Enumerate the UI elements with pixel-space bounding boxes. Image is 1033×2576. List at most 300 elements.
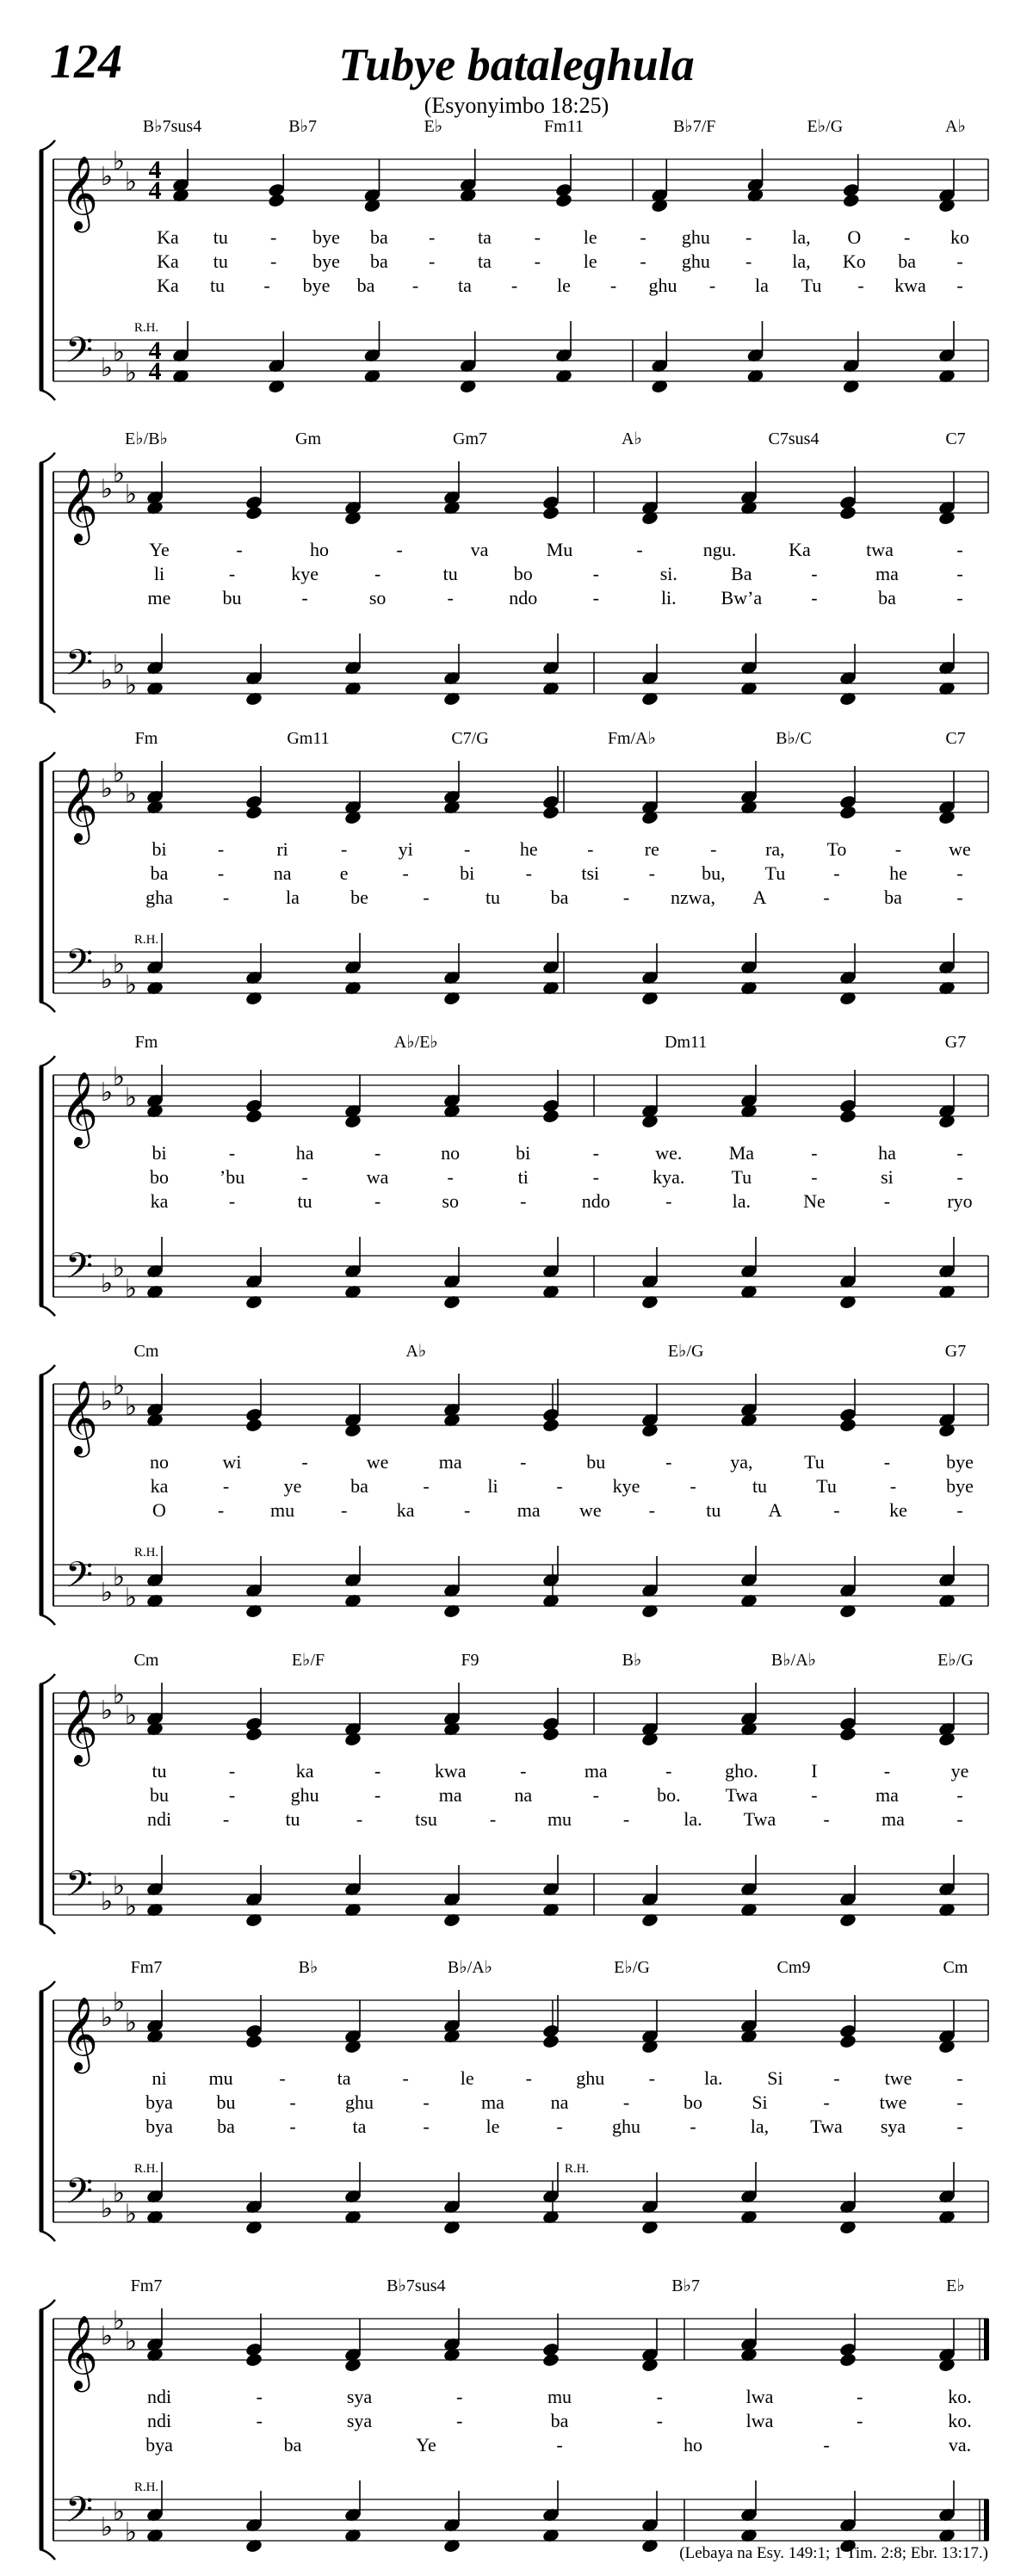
treble-clef: 𝄞 bbox=[60, 1690, 98, 1764]
system-4 bbox=[40, 1056, 988, 1316]
bracket-hook-top bbox=[40, 1056, 55, 1066]
lyric-hyphen: - bbox=[745, 226, 752, 248]
lyric-syllable: le bbox=[460, 2067, 474, 2089]
lyric-syllable: la. bbox=[704, 2067, 723, 2089]
treble-clef: 𝄞 bbox=[60, 1997, 98, 2071]
lyric-syllable: O bbox=[152, 1499, 166, 1521]
lyric-syllable: ba bbox=[283, 2434, 302, 2456]
lyric-syllable: bye bbox=[946, 1451, 974, 1473]
lyric-syllable: he bbox=[519, 838, 538, 860]
lyric-hyphen: - bbox=[894, 838, 902, 860]
key-signature-flat: ♭ bbox=[112, 2497, 126, 2527]
chord-symbol: E♭/B♭ bbox=[125, 429, 168, 448]
treble-clef: 𝄞 bbox=[60, 468, 98, 542]
lyric-syllable: we bbox=[366, 1451, 389, 1473]
lyric-syllable: bu, bbox=[702, 862, 726, 884]
rh-marker: R.H. bbox=[564, 2162, 590, 2176]
lyric-syllable: ba bbox=[898, 250, 917, 272]
key-signature-flat: ♭ bbox=[112, 1987, 126, 2017]
lyric-syllable: ba bbox=[217, 2116, 235, 2137]
lyric-syllable: ndi bbox=[146, 2386, 172, 2407]
lyric-syllable: bi bbox=[152, 1142, 167, 1164]
lyric-syllable: ra, bbox=[765, 838, 785, 860]
key-signature-flat: ♭ bbox=[100, 474, 114, 504]
bracket-hook-top bbox=[40, 1674, 55, 1684]
lyric-syllable: si. bbox=[659, 563, 677, 584]
lyric-syllable: bya bbox=[145, 2434, 173, 2456]
lyric-syllable: yi bbox=[398, 838, 413, 860]
chord-symbol: B♭7sus4 bbox=[142, 117, 202, 136]
key-signature-flat: ♭ bbox=[112, 459, 126, 489]
lyric-syllable: ba bbox=[369, 226, 388, 248]
lyric-syllable: si bbox=[881, 1166, 894, 1188]
key-signature-flat: ♭ bbox=[100, 965, 114, 995]
lyric-syllable: ka bbox=[150, 1475, 169, 1497]
lyric-syllable: I bbox=[811, 1760, 818, 1782]
lyric-syllable: Ma bbox=[728, 1142, 755, 1164]
treble-note-head bbox=[838, 1418, 857, 1433]
lyric-syllable: Bw’a bbox=[721, 587, 763, 608]
lyric-syllable: ba bbox=[356, 275, 375, 296]
lyric-syllable: e bbox=[339, 862, 349, 884]
lyric-hyphen: - bbox=[636, 539, 643, 560]
lyric-syllable: li bbox=[153, 563, 165, 584]
key-signature-flat: ♭ bbox=[100, 2512, 114, 2542]
lyric-hyphen: - bbox=[656, 2386, 663, 2407]
lyric-hyphen: - bbox=[263, 275, 270, 296]
lyric-syllable: kye bbox=[612, 1475, 640, 1497]
lyric-syllable: ko bbox=[950, 226, 969, 248]
bracket-hook-top bbox=[40, 453, 55, 463]
lyric-syllable: bye bbox=[312, 226, 340, 248]
key-signature-flat: ♭ bbox=[100, 665, 114, 695]
lyric-syllable: wa bbox=[366, 1166, 389, 1188]
lyric-syllable: na bbox=[550, 2091, 569, 2113]
lyric-hyphen: - bbox=[256, 2386, 263, 2407]
lyric-syllable: le bbox=[583, 250, 597, 272]
lyric-syllable: we bbox=[578, 1499, 602, 1521]
lyric-hyphen: - bbox=[222, 1475, 230, 1497]
lyric-hyphen: - bbox=[464, 1499, 471, 1521]
lyric-syllable: mu bbox=[547, 2386, 572, 2407]
key-signature-flat: ♭ bbox=[124, 1892, 138, 1922]
lyric-syllable: ba bbox=[350, 1475, 368, 1497]
lyric-hyphen: - bbox=[411, 275, 419, 296]
lyric-hyphen: - bbox=[279, 2067, 286, 2089]
bracket-hook-top bbox=[40, 752, 55, 763]
lyric-syllable: ko. bbox=[948, 2410, 972, 2431]
lyric-syllable: O bbox=[847, 226, 862, 248]
chord-symbol: B♭/A♭ bbox=[447, 1958, 493, 1977]
key-signature-flat: ♭ bbox=[112, 949, 126, 979]
lyric-hyphen: - bbox=[956, 539, 963, 560]
lyric-hyphen: - bbox=[423, 2091, 430, 2113]
key-signature-flat: ♭ bbox=[112, 2306, 126, 2336]
bracket-hook-top bbox=[40, 140, 55, 151]
lyric-syllable: Ka bbox=[157, 226, 179, 248]
lyric-syllable: ndo bbox=[509, 587, 538, 608]
lyric-syllable: tu bbox=[442, 563, 458, 584]
lyric-syllable: ma bbox=[516, 1499, 541, 1521]
bracket-hook-top bbox=[40, 1365, 55, 1375]
treble-note-head bbox=[244, 1109, 263, 1124]
lyric-syllable: ba bbox=[550, 886, 569, 908]
lyric-syllable: ma bbox=[438, 1784, 462, 1806]
key-signature-flat: ♭ bbox=[124, 1083, 138, 1113]
treble-note-head bbox=[541, 2034, 560, 2049]
lyric-hyphen: - bbox=[456, 2386, 463, 2407]
lyric-hyphen: - bbox=[956, 2116, 963, 2137]
treble-note-head bbox=[838, 1109, 857, 1124]
system-3 bbox=[40, 752, 988, 1012]
lyric-hyphen: - bbox=[956, 1784, 963, 1806]
lyric-syllable: wi bbox=[222, 1451, 242, 1473]
key-signature-flat: ♭ bbox=[112, 758, 126, 788]
time-signature-bottom: 4 bbox=[148, 176, 162, 205]
lyric-hyphen: - bbox=[665, 1451, 672, 1473]
key-signature-flat: ♭ bbox=[112, 1680, 126, 1710]
lyric-syllable: gha bbox=[145, 886, 173, 908]
rh-marker: R.H. bbox=[133, 1546, 159, 1560]
lyric-hyphen: - bbox=[811, 563, 818, 584]
lyric-hyphen: - bbox=[289, 2091, 296, 2113]
lyric-syllable: Ba bbox=[731, 563, 752, 584]
lyric-hyphen: - bbox=[609, 275, 617, 296]
treble-note-head bbox=[244, 805, 263, 820]
key-signature-flat: ♭ bbox=[112, 1371, 126, 1401]
lyric-hyphen: - bbox=[833, 2067, 840, 2089]
treble-note-head bbox=[838, 505, 857, 521]
lyric-hyphen: - bbox=[423, 2116, 430, 2137]
lyric-hyphen: - bbox=[374, 1784, 381, 1806]
chord-symbol: Fm11 bbox=[544, 117, 584, 136]
lyric-hyphen: - bbox=[710, 838, 717, 860]
key-signature-flat: ♭ bbox=[124, 1392, 138, 1422]
lyric-syllable: tsi bbox=[581, 862, 600, 884]
lyric-syllable: le bbox=[557, 275, 571, 296]
key-signature-flat: ♭ bbox=[112, 146, 126, 176]
bass-clef: 𝄢 bbox=[65, 1863, 94, 1913]
lyric-syllable: ryo bbox=[947, 1190, 973, 1212]
chord-symbol: E♭ bbox=[946, 2276, 965, 2295]
lyric-hyphen: - bbox=[464, 838, 471, 860]
rh-marker: R.H. bbox=[133, 2480, 159, 2494]
lyric-hyphen: - bbox=[592, 1142, 599, 1164]
lyric-hyphen: - bbox=[447, 587, 454, 608]
treble-note-head bbox=[842, 193, 860, 208]
lyric-syllable: ba bbox=[878, 587, 896, 608]
system-7 bbox=[40, 1981, 988, 2241]
lyric-syllable: bu bbox=[222, 587, 242, 608]
lyric-hyphen: - bbox=[489, 1808, 497, 1830]
scripture-reference: (Lebaya na Esy. 149:1; 1 Tim. 2:8; Ebr. 13:17.) bbox=[679, 2544, 988, 2562]
lyric-syllable: la, bbox=[750, 2116, 770, 2137]
treble-note-head bbox=[244, 505, 263, 521]
chord-symbol: Fm7 bbox=[130, 2276, 163, 2295]
lyric-syllable: le bbox=[583, 226, 597, 248]
lyric-syllable: la, bbox=[792, 226, 811, 248]
lyric-hyphen: - bbox=[270, 226, 277, 248]
treble-note-head bbox=[541, 1418, 560, 1433]
lyric-syllable: la bbox=[755, 275, 769, 296]
lyric-syllable: mu bbox=[270, 1499, 295, 1521]
lyric-syllable: bya bbox=[145, 2091, 173, 2113]
lyric-syllable: la. bbox=[732, 1190, 752, 1212]
chord-symbol: E♭/F bbox=[291, 1651, 325, 1670]
lyric-hyphen: - bbox=[525, 2067, 532, 2089]
lyric-syllable: bye bbox=[302, 275, 331, 296]
key-signature-flat: ♭ bbox=[100, 2003, 114, 2033]
lyric-syllable: tu bbox=[285, 1808, 300, 1830]
treble-note-head bbox=[838, 1727, 857, 1742]
song-title: Tubye bataleghula bbox=[338, 39, 695, 90]
lyric-syllable: ba bbox=[150, 862, 169, 884]
lyric-syllable: ngu. bbox=[702, 539, 737, 560]
lyric-hyphen: - bbox=[656, 2410, 663, 2431]
chord-symbol: E♭/G bbox=[937, 1651, 974, 1670]
chord-symbol: A♭ bbox=[945, 117, 966, 136]
lyric-syllable: Tu bbox=[804, 1451, 825, 1473]
lyric-hyphen: - bbox=[429, 250, 436, 272]
lyric-syllable: bo bbox=[684, 2091, 702, 2113]
chord-symbol: A♭ bbox=[622, 429, 642, 448]
lyric-hyphen: - bbox=[823, 1808, 830, 1830]
lyric-hyphen: - bbox=[622, 2091, 630, 2113]
lyric-hyphen: - bbox=[270, 250, 277, 272]
lyric-hyphen: - bbox=[534, 226, 541, 248]
lyric-hyphen: - bbox=[374, 1760, 381, 1782]
lyric-hyphen: - bbox=[745, 250, 752, 272]
lyric-syllable: ha bbox=[295, 1142, 314, 1164]
lyric-syllable: tu bbox=[209, 275, 226, 296]
chord-symbol: B♭7 bbox=[671, 2276, 701, 2295]
key-signature-flat: ♭ bbox=[100, 1887, 114, 1917]
lyric-syllable: va bbox=[470, 539, 489, 560]
lyric-hyphen: - bbox=[883, 1760, 891, 1782]
chord-symbol: B♭ bbox=[622, 1651, 642, 1670]
lyric-syllable: ye bbox=[950, 1760, 969, 1782]
chord-symbol: B♭/A♭ bbox=[770, 1651, 817, 1670]
song-number: 124 bbox=[50, 35, 122, 89]
lyric-syllable: A bbox=[768, 1499, 782, 1521]
lyric-syllable: Twa bbox=[810, 2116, 843, 2137]
lyric-syllable: gho. bbox=[725, 1760, 758, 1782]
key-signature-flat: ♭ bbox=[100, 1078, 114, 1108]
lyric-hyphen: - bbox=[640, 250, 646, 272]
lyric-hyphen: - bbox=[447, 1166, 454, 1188]
lyric-hyphen: - bbox=[301, 1451, 308, 1473]
lyric-hyphen: - bbox=[622, 886, 630, 908]
lyric-syllable: ta bbox=[478, 250, 492, 272]
chord-symbol: Fm/A♭ bbox=[607, 729, 657, 748]
lyric-syllable: tu bbox=[752, 1475, 768, 1497]
lyric-syllable: twe bbox=[884, 2067, 912, 2089]
chord-symbol: Fm7 bbox=[130, 1958, 163, 1977]
lyric-syllable: Tu bbox=[764, 862, 786, 884]
bracket-hook-top bbox=[40, 1981, 55, 1992]
lyric-hyphen: - bbox=[520, 1451, 527, 1473]
rh-marker: R.H. bbox=[133, 933, 159, 947]
lyric-hyphen: - bbox=[217, 862, 225, 884]
lyric-hyphen: - bbox=[857, 2410, 863, 2431]
lyric-syllable: mu bbox=[547, 1808, 572, 1830]
lyric-hyphen: - bbox=[236, 539, 243, 560]
lyric-hyphen: - bbox=[833, 1499, 840, 1521]
chord-symbol: E♭/G bbox=[807, 117, 844, 136]
lyric-syllable: ma bbox=[875, 1784, 899, 1806]
lyric-syllable: ba bbox=[550, 2410, 569, 2431]
lyric-hyphen: - bbox=[592, 1166, 599, 1188]
lyric-syllable: nzwa, bbox=[671, 886, 715, 908]
lyric-hyphen: - bbox=[956, 275, 963, 296]
lyric-hyphen: - bbox=[587, 838, 594, 860]
key-signature-flat: ♭ bbox=[124, 2008, 138, 2038]
lyric-syllable: ye bbox=[283, 1475, 302, 1497]
lyric-hyphen: - bbox=[665, 1190, 672, 1212]
treble-note-head bbox=[838, 2034, 857, 2049]
lyric-hyphen: - bbox=[811, 1166, 818, 1188]
lyric-syllable: bu bbox=[216, 2091, 236, 2113]
lyric-syllable: tu bbox=[213, 226, 228, 248]
lyric-syllable: tu bbox=[706, 1499, 721, 1521]
lyric-syllable: ko. bbox=[948, 2386, 972, 2407]
lyric-syllable: so bbox=[442, 1190, 459, 1212]
lyric-syllable: bi bbox=[460, 862, 475, 884]
time-signature-bottom: 4 bbox=[148, 357, 162, 386]
lyric-hyphen: - bbox=[423, 1475, 430, 1497]
lyric-syllable: ya, bbox=[730, 1451, 753, 1473]
lyric-syllable: na bbox=[514, 1784, 533, 1806]
lyric-hyphen: - bbox=[956, 2067, 963, 2089]
lyric-hyphen: - bbox=[289, 2116, 296, 2137]
lyric-hyphen: - bbox=[956, 1142, 963, 1164]
key-signature-flat: ♭ bbox=[124, 479, 138, 510]
lyric-syllable: tu bbox=[152, 1760, 167, 1782]
lyric-syllable: ta bbox=[337, 2067, 351, 2089]
bass-clef: 𝄢 bbox=[65, 330, 94, 380]
lyric-syllable: ghu bbox=[345, 2091, 374, 2113]
lyric-syllable: twa bbox=[866, 539, 894, 560]
lyric-syllable: ho bbox=[684, 2434, 702, 2456]
chord-symbol: E♭/G bbox=[614, 1958, 650, 1977]
lyric-hyphen: - bbox=[956, 563, 963, 584]
lyric-syllable: ghu bbox=[681, 226, 710, 248]
key-signature-flat: ♭ bbox=[124, 1701, 138, 1731]
key-signature-flat: ♭ bbox=[124, 167, 138, 197]
lyric-syllable: ka bbox=[295, 1760, 314, 1782]
bass-clef: 𝄢 bbox=[65, 1554, 94, 1604]
lyric-hyphen: - bbox=[340, 1499, 348, 1521]
lyric-syllable: ta bbox=[458, 275, 472, 296]
key-signature-flat: ♭ bbox=[124, 2326, 138, 2357]
lyric-hyphen: - bbox=[883, 1451, 891, 1473]
lyric-syllable: ma bbox=[438, 1451, 462, 1473]
treble-note-head bbox=[244, 2034, 263, 2049]
lyric-hyphen: - bbox=[592, 563, 599, 584]
lyric-syllable: sya bbox=[880, 2116, 906, 2137]
lyric-hyphen: - bbox=[402, 2067, 409, 2089]
key-signature-flat: ♭ bbox=[100, 1269, 114, 1299]
lyric-syllable: no bbox=[150, 1451, 169, 1473]
lyric-hyphen: - bbox=[340, 838, 348, 860]
chord-symbol: Cm9 bbox=[776, 1958, 811, 1977]
lyric-hyphen: - bbox=[823, 2434, 830, 2456]
bracket-hook-bottom bbox=[40, 702, 55, 713]
treble-note-head bbox=[268, 193, 286, 208]
lyric-syllable: kya. bbox=[653, 1166, 685, 1188]
lyric-hyphen: - bbox=[956, 1166, 963, 1188]
system-8 bbox=[40, 2300, 988, 2560]
key-signature-flat: ♭ bbox=[124, 358, 138, 388]
chord-symbol: Cm bbox=[133, 1651, 159, 1670]
lyric-hyphen: - bbox=[256, 2410, 263, 2431]
lyric-hyphen: - bbox=[956, 862, 963, 884]
treble-note-head bbox=[554, 193, 572, 208]
lyric-hyphen: - bbox=[556, 2116, 563, 2137]
lyric-syllable: ndi bbox=[146, 1808, 172, 1830]
chord-symbol: B♭ bbox=[298, 1958, 319, 1977]
chord-symbol: C7/G bbox=[451, 729, 489, 748]
lyric-syllable: bye bbox=[312, 250, 340, 272]
key-signature-flat: ♭ bbox=[112, 2178, 126, 2208]
bracket-hook-bottom bbox=[40, 2231, 55, 2241]
chord-symbol: C7sus4 bbox=[768, 429, 820, 448]
chord-symbol: Gm7 bbox=[453, 429, 487, 448]
chord-symbol: Fm bbox=[134, 729, 158, 748]
key-signature-flat: ♭ bbox=[100, 1578, 114, 1608]
lyric-syllable: li bbox=[487, 1475, 498, 1497]
lyric-syllable: mu bbox=[208, 2067, 233, 2089]
lyric-syllable: la bbox=[286, 886, 300, 908]
lyric-syllable: ma bbox=[881, 1808, 905, 1830]
lyric-hyphen: - bbox=[556, 2434, 563, 2456]
lyric-syllable: Si bbox=[752, 2091, 768, 2113]
chord-symbol: Cm bbox=[133, 1342, 159, 1361]
lyric-hyphen: - bbox=[665, 1760, 672, 1782]
lyric-syllable: ni bbox=[152, 2067, 167, 2089]
lyric-syllable: ba bbox=[369, 250, 388, 272]
lyric-hyphen: - bbox=[525, 862, 532, 884]
lyric-syllable: ri bbox=[276, 838, 288, 860]
lyric-hyphen: - bbox=[228, 1190, 236, 1212]
lyric-hyphen: - bbox=[823, 2091, 830, 2113]
lyric-hyphen: - bbox=[228, 563, 236, 584]
lyric-syllable: ghu bbox=[648, 275, 677, 296]
chord-symbol: B♭7 bbox=[288, 117, 318, 136]
lyric-syllable: tu bbox=[485, 886, 501, 908]
lyric-syllable: tu bbox=[213, 250, 228, 272]
lyric-syllable: ma bbox=[875, 563, 899, 584]
lyric-syllable: tu bbox=[297, 1190, 312, 1212]
lyric-syllable: na bbox=[273, 862, 292, 884]
lyric-syllable: Tu bbox=[731, 1166, 752, 1188]
lyric-syllable: ka bbox=[396, 1499, 415, 1521]
lyric-hyphen: - bbox=[857, 275, 864, 296]
lyric-syllable: twe bbox=[879, 2091, 907, 2113]
lyric-hyphen: - bbox=[592, 587, 599, 608]
lyric-hyphen: - bbox=[222, 886, 230, 908]
lyric-hyphen: - bbox=[374, 563, 381, 584]
lyric-hyphen: - bbox=[510, 275, 518, 296]
lyric-syllable: we. bbox=[655, 1142, 683, 1164]
key-signature-flat: ♭ bbox=[124, 1274, 138, 1304]
key-signature-flat: ♭ bbox=[124, 970, 138, 1000]
lyric-syllable: we bbox=[949, 838, 971, 860]
lyric-syllable: me bbox=[147, 587, 171, 608]
chord-symbol: A♭/E♭ bbox=[393, 1033, 438, 1052]
lyric-hyphen: - bbox=[823, 886, 830, 908]
chord-symbol: Fm bbox=[134, 1033, 158, 1052]
